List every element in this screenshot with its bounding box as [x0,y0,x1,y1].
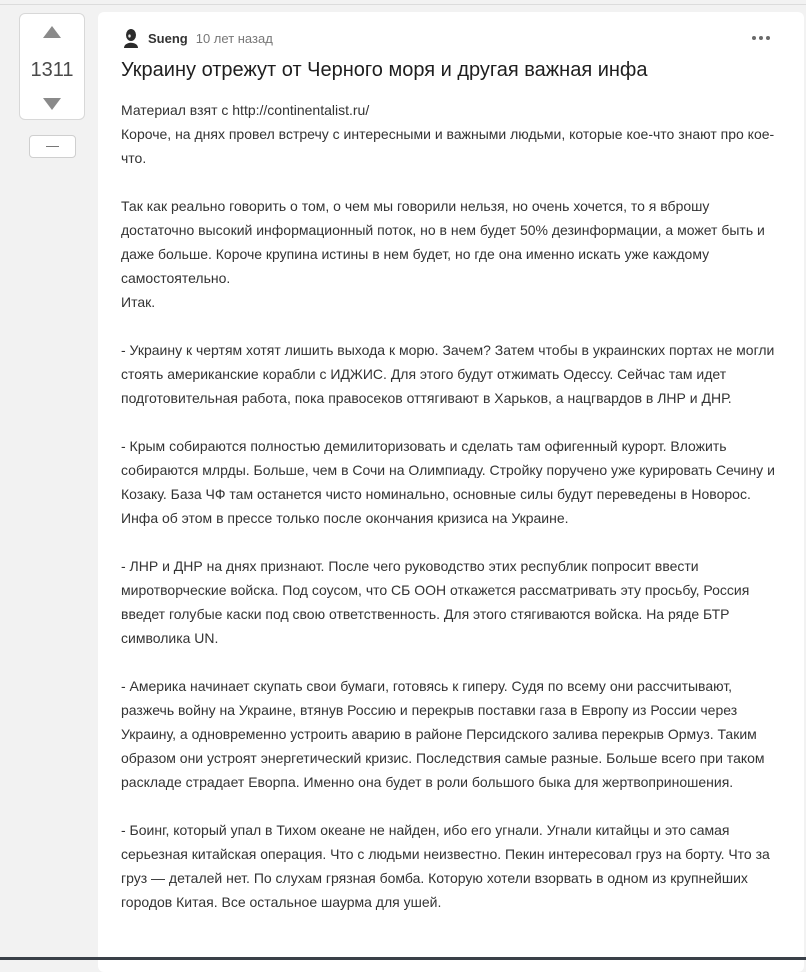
collapse-button[interactable] [29,135,76,158]
more-dot-icon [752,36,756,40]
post-paragraph: Короче, на днях провел встречу с интересными и важными людьми, которые кое-что знают про кое-что. [121,126,775,166]
post-paragraph: - ЛНР и ДНР на днях признают. После чего руководство этих республик попросит ввести миротворческие войска. Под соусом, что СБ ООН откажется рассматривать эту просьбу, Россия введет голубые каски под свою ответственность. Для этого стягиваются войска. На ряде БТР символика UN. [121,558,750,646]
post-time: 10 лет назад [195,30,273,46]
arrow-down-icon [43,98,61,110]
post-paragraph: Материал взят с http://continentalist.ru/ [121,102,370,118]
post-paragraph: Итак. [121,294,156,310]
arrow-up-icon [43,26,61,38]
more-options-button[interactable] [752,36,770,40]
paragraph-gap [121,410,776,434]
author-name[interactable]: Sueng [148,30,188,46]
post-title: Украину отрежут от Черного моря и другая важная инфа [121,59,648,81]
post-paragraph: - Украину к чертям хотят лишить выхода к морю. Зачем? Затем чтобы в украинских портах не могли стоять американские корабли с ИДЖИС. Для этого будут отжимать Одессу. Сейчас там идет подготовительная работа, пока правосеков оттягивают в Харьков, а нацгвардов в ЛНР и ДНР. [121,342,775,406]
paragraph-gap [121,650,776,674]
post-paragraph: Так как реально говорить о том, о чем мы говорили нельзя, но очень хочется, то я вброшу достаточно высокий информационный поток, но в нем будет 50% дезинформации, а может быть и даже больше. Короче крупина истины в нем будет, но где она именно искать уже каждому самостоятельно. [121,198,765,286]
paragraph-gap [121,530,776,554]
downvote-button[interactable] [20,98,84,110]
paragraph-gap [121,170,776,194]
more-dot-icon [759,36,763,40]
paragraph-gap [121,314,776,338]
post-paragraph: - Крым собираются полностью демилиторизовать и сделать там офигенный курорт. Вложить собираются млрды. Больше, чем в Сочи на Олимпиаду. Стройку поручено уже курировать Сечину и Козаку. База ЧФ там останется чисто номинально, основные силы будут переведены в Новорос. Инфа об этом в прессе только после окончания кризиса на Украине. [121,438,775,526]
more-dot-icon [766,36,770,40]
minus-icon [46,146,59,148]
avatar[interactable] [121,28,141,48]
vote-count: 1311 [30,59,74,81]
paragraph-gap [121,794,776,818]
post-paragraph: - Боинг, который упал в Тихом океане не найден, ибо его угнали. Угнали китайцы и это самая серьезная китайская операция. Что с людьми неизвестно. Пекин интересовал груз на борту. Что за груз — деталей нет. По слухам грязная бомба. Которую хотели взорвать в одном из крупнейших городов Китая. Все остальное шаурма для ушей. [121,822,770,910]
post-paragraph: - Америка начинает скупать свои бумаги, готовясь к гиперу. Судя по всему они рассчитывают, разжечь войну на Украине, втянув Россию и перекрыв поставки газа в Европу из России через Украину, а одновременно устроить аварию в районе Персидского залива перекрыв Ормуз. Таким образом они устроят энергетический кризис. Последствия самые разные. Больше всего при таком раскладе страдает Еворпа. Именно она будет в роли большого быка для жертвоприношения. [121,678,765,790]
post-header [121,28,273,48]
upvote-button[interactable] [20,26,84,38]
post-body [121,98,776,914]
vote-widget [19,13,85,120]
top-divider [0,4,806,5]
post-card [98,12,804,972]
